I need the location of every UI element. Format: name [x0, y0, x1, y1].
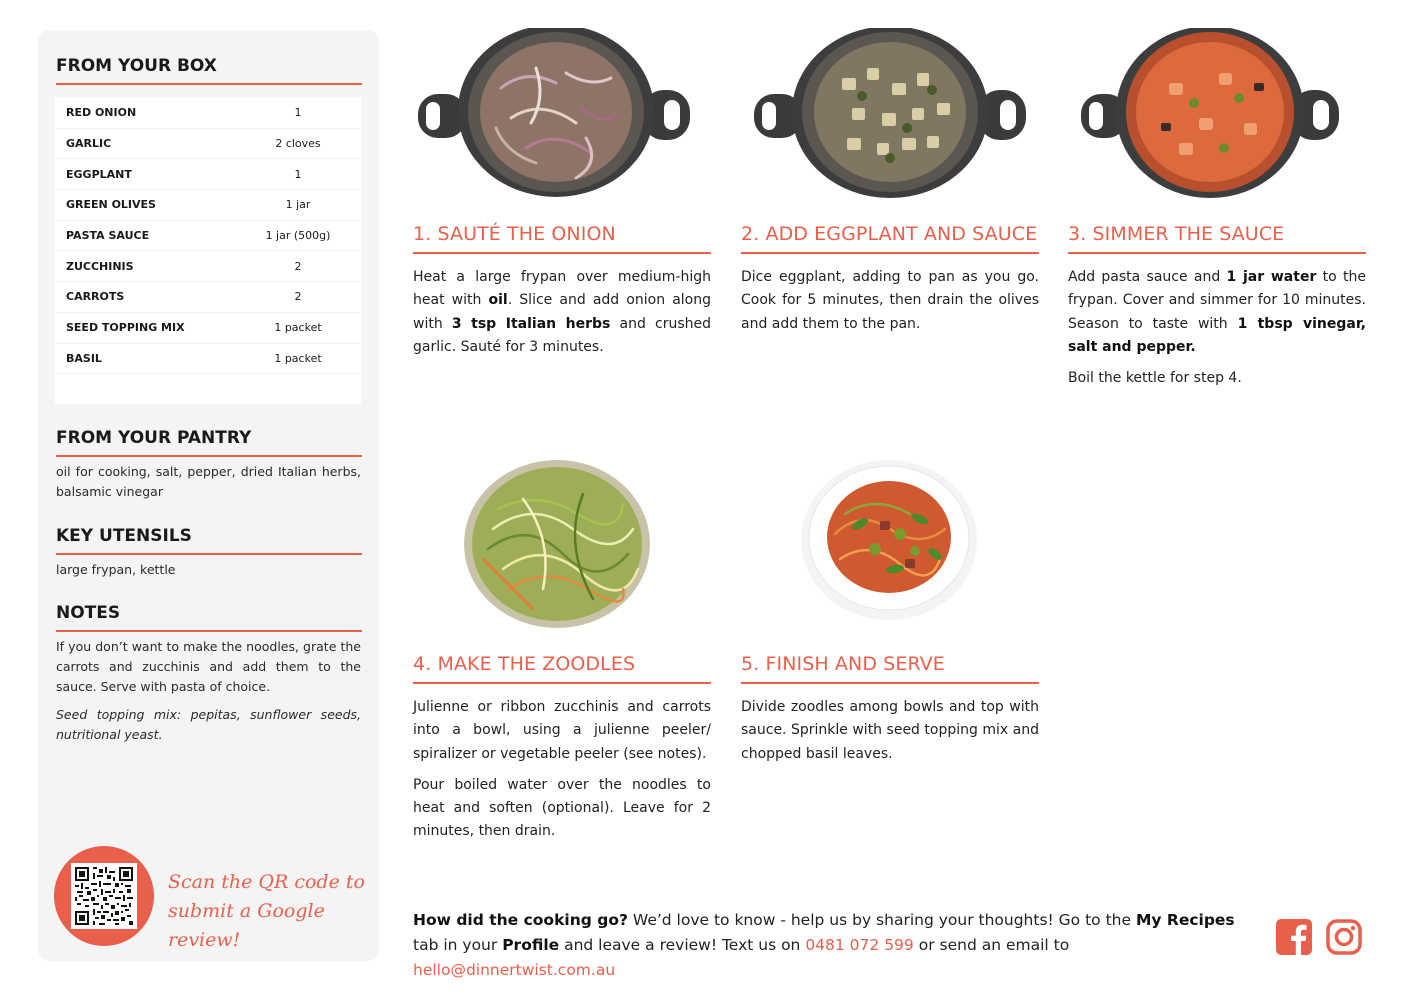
footer-text: We’d love to know - help us by sharing your thoughts! Go to the [627, 911, 1136, 929]
text-run-bold: 3 tsp Italian herbs [451, 315, 611, 332]
qr-caption [168, 868, 368, 955]
step2-body [741, 266, 1039, 344]
step1-paragraph [413, 266, 711, 359]
step5-title: 5. FINISH AND SERVE [741, 653, 1039, 684]
table-row [55, 129, 361, 160]
utensils-text: large frypan, kettle [56, 562, 176, 577]
ingredient-qty: 1 packet [274, 321, 322, 335]
ingredient-name: RED ONION [66, 106, 137, 120]
text-run: Add pasta sauce and [1068, 269, 1227, 285]
facebook-icon[interactable] [1275, 918, 1313, 956]
ingredient-name: EGGPLANT [66, 167, 132, 181]
text-run: Heat a large frypan over medium-high heat with [413, 269, 711, 309]
table-row [55, 313, 361, 344]
text-run-bold: 1 tbsp vinegar, salt and pepper. [1068, 315, 1366, 355]
step2-title: 2. ADD EGGPLANT AND SAUCE [741, 223, 1039, 254]
ingredient-qty: 1 packet [274, 351, 322, 365]
ingredients-sidebar [38, 30, 379, 961]
text-run: to the frypan. Cover and simmer for 10 minutes. Season to taste with [1068, 269, 1366, 332]
footer-text: tab in your [413, 936, 503, 954]
ingredient-qty: 1 jar (500g) [265, 229, 331, 243]
step1-photo [416, 28, 692, 200]
table-row [55, 282, 361, 313]
footer-question: How did the cooking go? [413, 911, 628, 929]
text-run: . Slice and add onion along with [413, 292, 711, 332]
step4-title: 4. MAKE THE ZOODLES [413, 653, 711, 684]
ingredient-qty: 1 [294, 106, 302, 120]
step4-paragraph: Pour boiled water over the noodles to heat and soften (optional). Leave for 2 minutes, then drain. [413, 776, 711, 840]
ingredient-name: PASTA SAUCE [66, 229, 150, 243]
step2-photo [752, 28, 1028, 200]
step3-paragraph: Boil the kettle for step 4. [1068, 370, 1242, 387]
phone-link[interactable]: 0481 072 599 [805, 936, 914, 954]
utensils-heading: KEY UTENSILS [56, 526, 362, 555]
ingredient-qty: 2 cloves [275, 137, 321, 151]
step3-title: 3. SIMMER THE SAUCE [1068, 223, 1366, 254]
step5-photo [800, 459, 978, 621]
qr-code[interactable] [71, 863, 137, 929]
qr-caption-line: Scan the QR code to [168, 871, 365, 893]
instagram-icon[interactable] [1325, 918, 1363, 956]
ingredient-name: GARLIC [66, 137, 112, 151]
step3-paragraph [1068, 266, 1366, 359]
step4-paragraph: Julienne or ribbon zucchinis and carrots into a bowl, using a julienne peeler/ spiralizer or vegetable peeler (see notes). [413, 699, 711, 762]
ingredient-qty: 2 [294, 259, 302, 273]
profile-link[interactable]: Profile [502, 936, 560, 954]
table-row [55, 344, 361, 375]
notes-heading: NOTES [56, 603, 362, 632]
text-run-bold: 1 jar water [1226, 269, 1317, 285]
box-heading: FROM YOUR BOX [56, 56, 362, 85]
box-ingredients-table [55, 98, 361, 404]
step1-body [413, 266, 711, 367]
step3-body [1068, 266, 1366, 398]
step3-photo [1079, 28, 1341, 200]
step1-title: 1. SAUTÉ THE ONION [413, 223, 711, 254]
pantry-heading: FROM YOUR PANTRY [56, 428, 362, 457]
ingredient-qty: 1 [294, 167, 302, 181]
table-row [55, 190, 361, 221]
step2-paragraph: Dice eggplant, adding to pan as you go. Cook for 5 minutes, then drain the olives and add them to the pan. [741, 269, 1039, 332]
my-recipes-link[interactable]: My Recipes [1135, 911, 1235, 929]
qr-caption-line: submit a Google review! [168, 900, 325, 951]
notes-text: If you don’t want to make the noodles, grate the carrots and zucchinis and add them to the sauce. Serve with pasta of choice. [56, 639, 361, 694]
step4-photo [463, 459, 651, 629]
text-run-bold: oil [488, 292, 508, 309]
review-footer [413, 908, 1253, 983]
notes-italic-text: Seed topping mix: pepitas, sunflower seeds, nutritional yeast. [56, 707, 361, 742]
table-row [55, 221, 361, 252]
footer-text: and leave a review! Text us on [559, 936, 806, 954]
table-row [55, 251, 361, 282]
table-row [55, 159, 361, 190]
table-row [55, 98, 361, 129]
step5-body [741, 696, 1039, 774]
ingredient-name: SEED TOPPING MIX [66, 321, 185, 335]
ingredient-qty: 2 [294, 290, 302, 304]
step4-body [413, 696, 711, 852]
step5-paragraph: Divide zoodles among bowls and top with sauce. Sprinkle with seed topping mix and chopped basil leaves. [741, 699, 1039, 762]
qr-badge[interactable] [54, 846, 154, 946]
ingredient-name: GREEN OLIVES [66, 198, 156, 212]
ingredient-name: BASIL [66, 351, 102, 365]
email-link[interactable]: hello@dinnertwist.com.au [413, 961, 616, 979]
ingredient-qty: 1 jar [285, 198, 311, 212]
footer-text: or send an email to [913, 936, 1070, 954]
ingredient-name: CARROTS [66, 290, 125, 304]
pantry-text: oil for cooking, salt, pepper, dried Italian herbs, balsamic vinegar [56, 464, 361, 499]
ingredient-name: ZUCCHINIS [66, 259, 134, 273]
text-run: and crushed garlic. Sauté for 3 minutes. [413, 315, 711, 355]
